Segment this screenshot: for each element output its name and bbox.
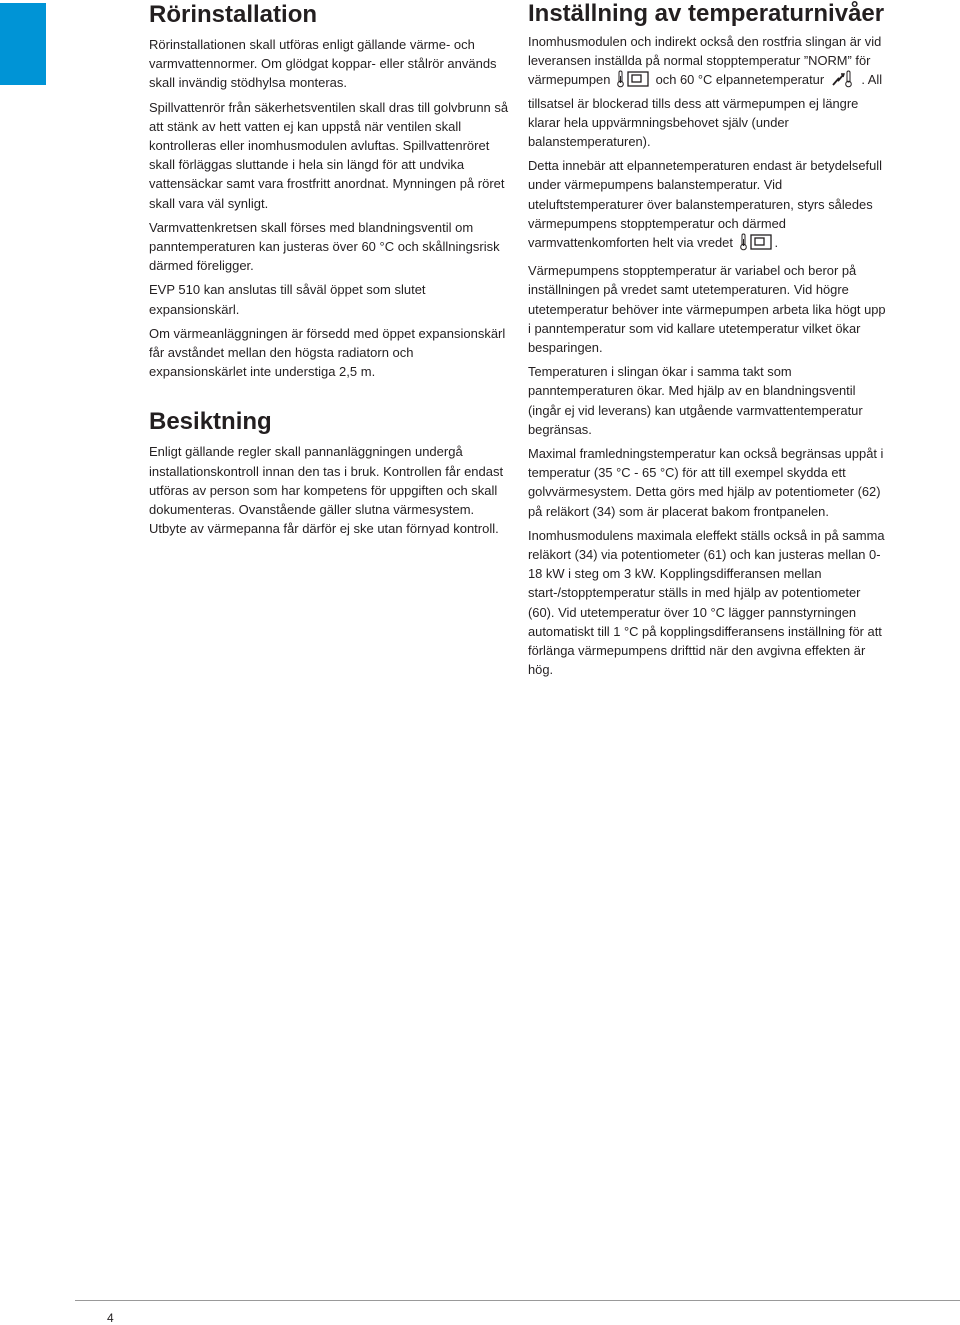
footer-rule bbox=[75, 1300, 960, 1301]
paragraph-text: . bbox=[774, 235, 779, 251]
paragraph: Värmepumpens stopptemperatur är variabel och beror på inställningen på vredet samt utetemperaturen. Vid högre utetemperatur behöver inte värmepumpen arbeta lika högt upp i panntemperatur som vid kallare utetemperatur vilket ökar besparingen. bbox=[528, 263, 886, 356]
paragraph: Spillvattenrör från säkerhetsventilen skall dras till golvbrunn så att stänk av hett vatten ej kan uppstå när ventilen skall kontrolleras eller inomhusmodulen avluftas. Spillvattenröret skall förläggas sluttande i hela sin längd för att undvika vattensäckar samt vara frostfritt anordnat. Mynningen på röret skall vara väl synligt. bbox=[149, 99, 509, 211]
paragraph: Maximal framledningstemperatur kan också begränsas uppåt i temperatur (35 °C - 65 °C) för att till exempel skydda ett golvvärmesystem. Detta görs med hjälp av potentiometer (62) på reläkort (34) som är placerat bakom frontpanelen. bbox=[528, 446, 884, 519]
thermometer-heatpump-icon bbox=[616, 70, 650, 93]
section-title-inspection: Besiktning bbox=[149, 408, 272, 436]
paragraph: Inomhusmodulens maximala eleffekt ställs också in på samma reläkort (34) via potentiometer (61) och kan justeras mellan 0-18 kW i steg om 3 kW. Kopplingsdifferansen mellan start-/stopptemperatur ställs in med hjälp av potentiometer (60). Vid utetemperatur över 10 °C lägger pannstyrningen automatiskt till 1 °C på kopplingsdifferansens inställning för att förlänga värmepumpens drifttid när den avgivna effekten är hög. bbox=[528, 527, 885, 678]
left-column bbox=[149, 0, 514, 543]
paragraph: Varmvattenkretsen skall förses med blandningsventil om panntemperaturen kan justeras över 60 °C och skållningsrisk därmed föreligger. bbox=[149, 219, 500, 274]
paragraph: Temperaturen i slingan ökar i samma takt som panntemperaturen ökar. Med hjälp av en blandningsventil (ingår ej vid leverans) kan utgående varmvattentemperatur begränsas. bbox=[528, 364, 863, 437]
paragraph-text: och 60 °C elpannetemperatur bbox=[655, 72, 825, 88]
accent-bar bbox=[0, 3, 46, 85]
section-title-pipe-installation: Rörinstallation bbox=[149, 1, 318, 28]
paragraph-text: Inomhusmodulen och indirekt också den rostfria slingan är vid leveransen inställda på normal stopptemperatur ”NORM” för värmepumpen bbox=[528, 34, 882, 88]
paragraph: Rörinstallationen skall utföras enligt gällande värme- och varmvattennormer. Om glödgat koppar- eller stålrör används skall invändig stödhylsa monteras. bbox=[149, 37, 497, 91]
section-title-temperature-settings: Inställning av temperaturnivåer bbox=[528, 0, 885, 27]
paragraph bbox=[528, 156, 888, 256]
paragraph-text: Detta innebär att elpannetemperaturen endast är betydelsefull under värmepumpens balanstemperatur. Vid uteluftstemperaturer över balanstemperaturen, styrs således värmepumpens stopptemperatur och därmed varmvattenkomforten helt via vredet bbox=[528, 158, 883, 251]
electric-thermometer-icon bbox=[830, 70, 856, 93]
paragraph: Om värmeanläggningen är försedd med öppet expansionskärl får avståndet mellan den högsta radiatorn och expansionskärlet inte understiga 2,5 m. bbox=[149, 325, 506, 380]
thermometer-heatpump-icon bbox=[739, 233, 773, 256]
paragraph: EVP 510 kan anslutas till såväl öppet som slutet expansionskärl. bbox=[149, 282, 426, 317]
paragraph-text: . All tillsatsel är blockerad tills dess att värmepumpen ej längre klarar hela uppvärmningsbehovet själv (under balanstemperaturen). bbox=[528, 72, 883, 150]
page-number: 4 bbox=[107, 1311, 114, 1325]
right-column bbox=[528, 0, 888, 685]
paragraph: Enligt gällande regler skall pannanläggningen undergå installationskontroll innan den tas i bruk. Kontrollen får endast utföras av person som har kompetens för uppgiften och skall dokumenteras. Ovanstående gäller slutna värmesystem. Utbyte av värmepanna får därför ej ske utan förnyad kontroll. bbox=[149, 444, 504, 537]
paragraph bbox=[528, 32, 888, 151]
